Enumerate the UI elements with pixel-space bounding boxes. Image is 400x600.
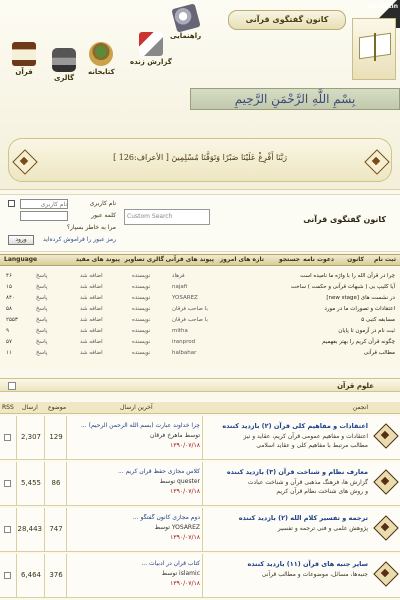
col-threads: موضوع	[48, 404, 67, 411]
ticker-author: نویسنده	[132, 306, 151, 312]
forgot-password-link[interactable]: رمز عبور را فراموش کرده‌اید	[43, 236, 116, 243]
post-count: 6,464	[20, 571, 42, 579]
menu-quran-links[interactable]: پیوند های قرآنی	[165, 256, 214, 263]
ticker-title[interactable]: در نشست های [new stage]	[326, 295, 395, 301]
ticker-row[interactable]	[0, 272, 400, 281]
last-post-date: ۱۳۹۰/۰۷/۱۸	[170, 580, 200, 587]
nav-label: قرآن	[15, 68, 33, 76]
forum-row	[0, 416, 400, 460]
ticker-row[interactable]	[0, 349, 400, 358]
ticker-title[interactable]: مسابقه کتبی ۵	[361, 317, 395, 323]
menu-invite[interactable]: دعوت نامه	[303, 256, 334, 263]
book-emblem-icon	[352, 18, 396, 80]
username-label: نام کاربری	[89, 200, 116, 207]
ticker-author: نویسنده	[132, 295, 151, 301]
thread-count: 129	[49, 433, 63, 441]
ticker-row[interactable]	[0, 294, 400, 303]
nav-item-report[interactable]	[130, 32, 172, 66]
corner-tag-label: VBulletin	[367, 3, 398, 10]
remember-label: مرا به خاطر بسپار؟	[66, 224, 116, 231]
menu-forum[interactable]: کانون	[347, 256, 364, 263]
ticker-act: اضافه شد	[80, 328, 103, 334]
username-field[interactable]: نام کاربری	[20, 199, 68, 209]
library-icon	[89, 42, 113, 66]
report-icon	[139, 32, 163, 56]
menu-register[interactable]: ثبت نام	[373, 256, 396, 263]
nav-label: راهنمایی	[170, 32, 202, 40]
col-rss: RSS	[2, 404, 14, 411]
ticker-who: با صاحب فرقان	[172, 317, 208, 323]
forum-name[interactable]: ترجمه و تفسیر کلام الله (۲) بازدید کننده	[238, 514, 368, 522]
search-placeholder: Custom Search	[127, 213, 173, 220]
forum-status-icon	[374, 562, 396, 584]
ticker-title[interactable]: مطالب قرآنی	[363, 350, 395, 356]
menu-search[interactable]: جستجو	[279, 256, 300, 263]
ticker-date: پاسخ	[36, 284, 48, 290]
nav-item-help[interactable]	[170, 6, 201, 40]
ticker-who: فرهاد	[172, 273, 185, 279]
col-forum: انجمن	[352, 404, 368, 411]
forum-description: اعتقادات و مفاهیم عمومی قرآن کریم، عقاید و نیز	[243, 433, 368, 440]
last-post-user[interactable]: quester توسط	[159, 478, 200, 485]
latest-posts-ticker	[0, 268, 400, 368]
last-post-title[interactable]: چرا خداوند عبارت (بسم الله الرحمن الرحیم) ...	[80, 422, 200, 429]
last-post-user[interactable]: توسط ماهرخ فرقان	[150, 432, 200, 439]
help-icon	[171, 3, 200, 32]
ticker-date: پاسخ	[36, 273, 48, 279]
menu-new-today[interactable]: تازه های امروز	[219, 256, 264, 263]
last-post-title[interactable]: دوم مجازی کانون گفتگو ...	[132, 514, 200, 521]
login-form	[4, 199, 116, 249]
login-button[interactable]: ورود	[8, 235, 34, 245]
verse-banner	[8, 138, 392, 182]
forum-row	[0, 554, 400, 598]
ticker-title[interactable]: چگونه قرآن کریم را بهتر بفهمیم	[322, 339, 395, 345]
rss-icon[interactable]	[4, 480, 11, 487]
ticker-title[interactable]: ثبت نام در آزمون تا پایان	[338, 328, 395, 334]
ticker-who: YOSAREZ	[172, 295, 198, 301]
top-panel	[0, 194, 400, 252]
ticker-act: اضافه شد	[80, 350, 103, 356]
ticker-views: ۱۵	[6, 284, 12, 290]
menu-useful-links[interactable]: پیوند های مفید	[75, 256, 120, 263]
ornament-icon	[11, 148, 37, 174]
verse-text: رَبَّنَا أَفْرِغْ عَلَيْنَا صَبْرًا وَتَوَفَّنَا مُسْلِمِينَ [ الأعراف:126 ]	[113, 153, 287, 162]
ticker-row[interactable]	[0, 283, 400, 292]
last-post-user[interactable]: islamic توسط	[161, 570, 200, 577]
ticker-date: پاسخ	[36, 295, 48, 301]
search-input[interactable]	[124, 209, 210, 225]
forum-description: جنبه‌ها، مسائل، موضوعات و مطالب قرآنی	[261, 571, 368, 578]
ticker-views: ۹	[6, 328, 9, 334]
remember-checkbox[interactable]	[8, 200, 15, 207]
ticker-date: پاسخ	[36, 328, 48, 334]
ticker-act: اضافه شد	[80, 273, 103, 279]
forum-description: گزارش ها، فرهنگ مذهبی قرآن و شناخت عبادت	[247, 479, 368, 486]
main-menu	[0, 254, 400, 266]
ticker-views: ۵۸	[6, 306, 12, 312]
forum-name[interactable]: اعتقادات و مفاهیم کلی قرآن (۲) بازدید کننده	[222, 422, 368, 430]
ornament-icon	[363, 148, 389, 174]
ticker-views: ۲۵۵۳	[6, 317, 18, 323]
last-post-title[interactable]: کلاس مجازی حفظ قرآن کریم ...	[117, 468, 200, 475]
menu-language[interactable]: Language	[4, 256, 38, 263]
ticker-row[interactable]	[0, 338, 400, 347]
forum-column-header	[0, 402, 400, 414]
ticker-row[interactable]	[0, 305, 400, 314]
menu-gallery[interactable]: گالری تصاویر	[124, 256, 164, 263]
ticker-who: halbahar	[172, 350, 197, 356]
ticker-title[interactable]: آیا کلیپ بی ( شبهات قرآنی و حکمت ) ساخت	[290, 284, 395, 290]
last-post-date: ۱۳۹۰/۰۷/۱۸	[170, 488, 200, 495]
last-post-title[interactable]: کتاب قرآن در ادبیات ...	[141, 560, 200, 567]
forum-section-header	[0, 378, 400, 392]
rss-icon[interactable]	[4, 434, 11, 441]
bismillah-banner: بِسْمِ اللَّهِ الرَّحْمَنِ الرَّحِيمِ	[190, 88, 400, 110]
collapse-icon[interactable]	[8, 382, 16, 390]
forum-description: پژوهش علمی و فنی ترجمه و تفسیر	[277, 525, 368, 532]
ticker-who: najafi	[172, 284, 188, 290]
site-header	[0, 0, 400, 190]
col-posts: ارسال	[22, 404, 38, 411]
nav-item-library[interactable]	[88, 42, 115, 76]
ticker-title[interactable]: چرا در قرآن الله را با واژه ما نامیده است	[300, 273, 395, 279]
ticker-views: ۴۶	[6, 273, 12, 279]
ticker-who: mitha	[172, 328, 188, 334]
forum-status-icon	[374, 424, 396, 446]
last-post-date: ۱۳۹۰/۰۷/۱۸	[170, 534, 200, 541]
forum-row	[0, 508, 400, 552]
ticker-title[interactable]: اعتقادات و تصورات ما در مورد	[324, 306, 395, 312]
ticker-views: ۱۱	[6, 350, 12, 356]
ticker-act: اضافه شد	[80, 295, 103, 301]
thread-count: 86	[51, 479, 61, 487]
col-last-post: آخرین ارسال	[120, 404, 153, 411]
ticker-author: نویسنده	[132, 350, 151, 356]
last-post-date: ۱۳۹۰/۰۷/۱۸	[170, 442, 200, 449]
ticker-act: اضافه شد	[80, 284, 103, 290]
nav-item-gallery[interactable]	[52, 48, 76, 82]
password-field[interactable]	[20, 211, 68, 221]
ticker-row[interactable]	[0, 327, 400, 336]
rss-icon[interactable]	[4, 572, 11, 579]
thread-count: 747	[49, 525, 63, 533]
ticker-author: نویسنده	[132, 284, 151, 290]
ticker-views: ۸۴۰	[6, 295, 15, 301]
ticker-author: نویسنده	[132, 328, 151, 334]
post-count: 2,307	[20, 433, 42, 441]
forum-name[interactable]: سایر جنبه های قرآن (۱۱) بازدید کننده	[247, 560, 368, 568]
panel-title: کانون گفتگوی قرآنی	[303, 215, 386, 224]
post-count: 28,443	[17, 525, 42, 533]
ticker-date: پاسخ	[36, 339, 48, 345]
ticker-author: نویسنده	[132, 273, 151, 279]
gallery-icon	[52, 48, 76, 72]
password-label: کلمه عبور	[91, 212, 116, 219]
post-count: 5,455	[20, 479, 42, 487]
forum-status-icon	[374, 470, 396, 492]
forum-name[interactable]: معارف نظام و شناخت قرآن (۳) بازدید کننده	[226, 468, 368, 476]
ticker-date: پاسخ	[36, 317, 48, 323]
last-post-user[interactable]: YOSAREZ توسط	[154, 524, 200, 531]
thread-count: 376	[49, 571, 63, 579]
ticker-views: ۵۷	[6, 339, 12, 345]
ticker-act: اضافه شد	[80, 317, 103, 323]
forum-description: مطالب مرتبط با مفاهیم کلی و عقاید اسلامی	[256, 442, 368, 449]
nav-item-quran[interactable]	[12, 42, 36, 76]
ticker-author: نویسنده	[132, 317, 151, 323]
forum-row	[0, 462, 400, 506]
nav-label: گالری	[53, 74, 75, 82]
forum-description: و روش های شناخت نظام قرآن کریم	[276, 488, 368, 495]
ticker-who: iranprod	[172, 339, 196, 345]
rss-icon[interactable]	[4, 526, 11, 533]
ticker-act: اضافه شد	[80, 339, 103, 345]
ticker-date: پاسخ	[36, 306, 48, 312]
ticker-who: با صاحب فرقان	[172, 306, 208, 312]
ticker-date: پاسخ	[36, 350, 48, 356]
quran-icon	[12, 42, 36, 66]
nav-label: گزارش زنده	[130, 58, 172, 66]
forum-section-title: علوم قرآن	[337, 382, 374, 390]
header-nav	[0, 0, 230, 90]
ticker-act: اضافه شد	[80, 306, 103, 312]
nav-label: کتابخانه	[88, 68, 115, 76]
ticker-author: نویسنده	[132, 339, 151, 345]
site-title: کانون گفتگوی قرآنی	[228, 10, 346, 30]
forum-status-icon	[374, 516, 396, 538]
ticker-row[interactable]	[0, 316, 400, 325]
